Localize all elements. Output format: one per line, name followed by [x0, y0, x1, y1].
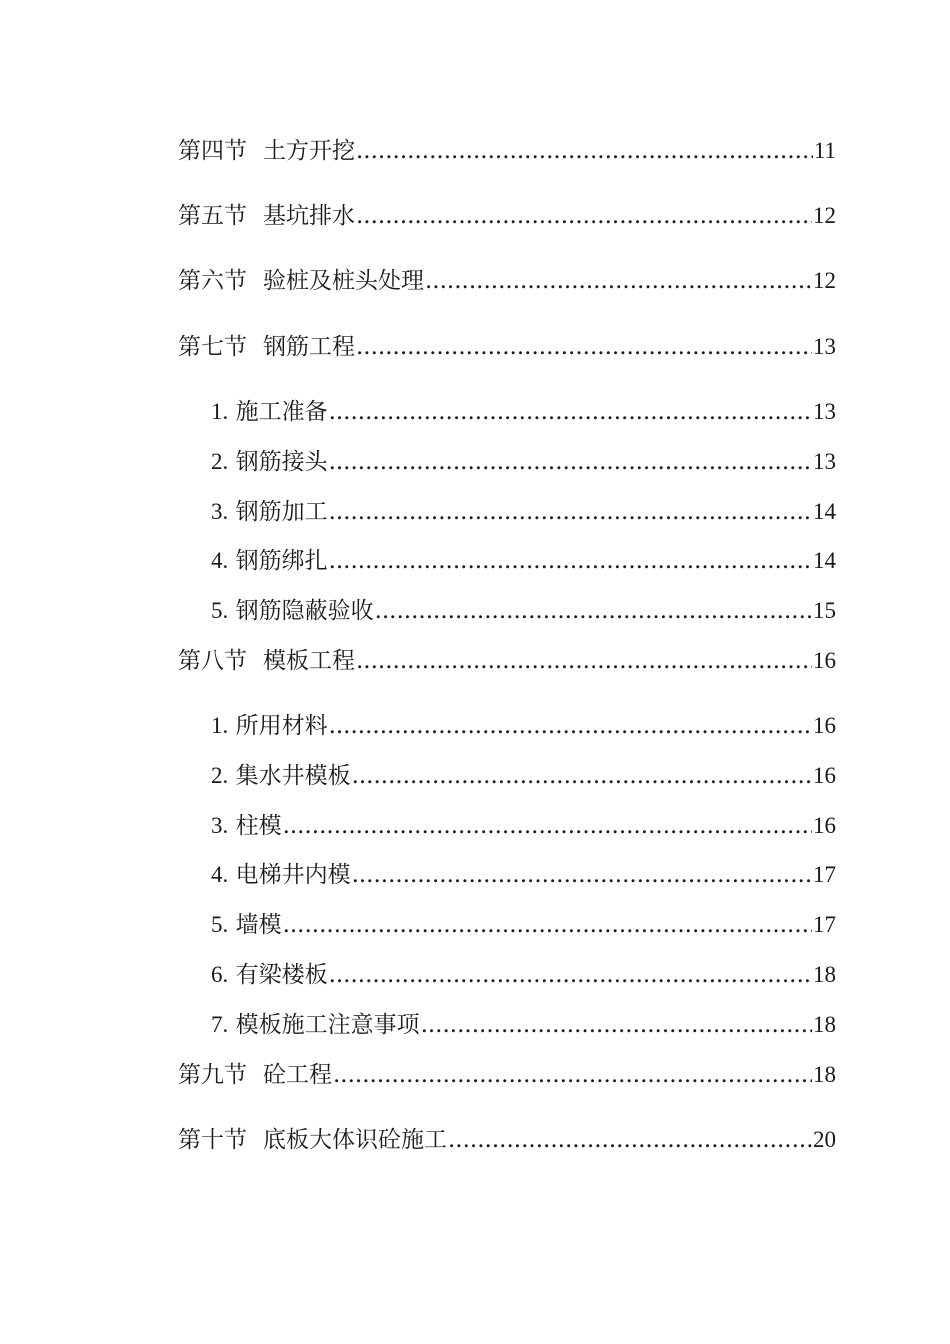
toc-page-number: 11	[813, 138, 836, 163]
toc-page-number: 16	[813, 763, 836, 788]
toc-dot-leader	[356, 646, 812, 676]
toc-page-number: 16	[813, 813, 836, 838]
toc-dot-leader	[375, 596, 812, 626]
toc-subentry[interactable]	[211, 860, 836, 890]
toc-page-number: 18	[813, 962, 836, 987]
toc-dot-leader	[356, 201, 812, 231]
toc-page-number: 18	[813, 1012, 836, 1037]
toc-page-number: 16	[813, 648, 836, 673]
toc-entry-label: 6. 有梁楼板	[211, 962, 328, 988]
toc-subentry[interactable]	[211, 397, 836, 427]
toc-entry-label: 第十节 底板大体识砼施工	[178, 1127, 447, 1153]
toc-page-number: 13	[813, 449, 836, 474]
toc-entry-label: 2. 集水井模板	[211, 763, 351, 789]
toc-dot-leader	[329, 397, 812, 427]
toc-dot-leader	[352, 860, 812, 890]
toc-entry-label: 5. 墙模	[211, 912, 282, 938]
toc-entry-label: 第四节 土方开挖	[178, 138, 355, 164]
toc-dot-leader	[421, 1010, 812, 1040]
toc-dot-leader	[329, 497, 812, 527]
toc-subentry[interactable]	[211, 546, 836, 576]
toc-dot-leader	[329, 960, 812, 990]
toc-dot-leader	[356, 332, 812, 362]
toc-entry-label: 3. 钢筋加工	[211, 499, 328, 525]
toc-entry[interactable]	[178, 332, 836, 362]
toc-page-number: 15	[813, 598, 836, 623]
toc-page-number: 12	[813, 268, 836, 293]
toc-page-number: 12	[813, 203, 836, 228]
toc-dot-leader	[333, 1060, 812, 1090]
toc-dot-leader	[448, 1125, 812, 1155]
toc-page-number: 14	[813, 499, 836, 524]
toc-dot-leader	[425, 266, 812, 296]
toc-subentry[interactable]	[211, 497, 836, 527]
toc-subentry[interactable]	[211, 1010, 836, 1040]
toc-page-number: 17	[813, 912, 836, 937]
toc-page-number: 20	[813, 1127, 836, 1152]
toc-page-number: 17	[813, 862, 836, 887]
toc-entry-label: 第六节 验桩及桩头处理	[178, 268, 424, 294]
toc-dot-leader	[283, 811, 812, 841]
toc-dot-leader	[356, 136, 813, 166]
toc-page-number: 18	[813, 1062, 836, 1087]
toc-dot-leader	[283, 910, 812, 940]
toc-entry-label: 第九节 砼工程	[178, 1062, 332, 1088]
toc-subentry[interactable]	[211, 711, 836, 741]
toc-entry-label: 7. 模板施工注意事项	[211, 1012, 420, 1038]
toc-entry-label: 3. 柱模	[211, 813, 282, 839]
toc-entry-label: 第八节 模板工程	[178, 648, 355, 674]
toc-entry-label: 5. 钢筋隐蔽验收	[211, 598, 374, 624]
toc-subentry[interactable]	[211, 447, 836, 477]
toc-entry-label: 1. 施工准备	[211, 399, 328, 425]
toc-entry-label: 4. 电梯井内模	[211, 862, 351, 888]
toc-subentry[interactable]	[211, 910, 836, 940]
toc-dot-leader	[329, 447, 812, 477]
toc-page-number: 14	[813, 548, 836, 573]
toc-entry[interactable]	[178, 266, 836, 296]
toc-subentry[interactable]	[211, 960, 836, 990]
toc-entry[interactable]	[178, 136, 836, 166]
toc-dot-leader	[329, 546, 812, 576]
toc-page-number: 13	[813, 399, 836, 424]
toc-entry[interactable]	[178, 646, 836, 676]
toc-page-number: 16	[813, 713, 836, 738]
toc-subentry[interactable]	[211, 811, 836, 841]
toc-entry[interactable]	[178, 1125, 836, 1155]
toc-entry[interactable]	[178, 1060, 836, 1090]
toc-subentry[interactable]	[211, 761, 836, 791]
toc-page-number: 13	[813, 334, 836, 359]
toc-entry-label: 第七节 钢筋工程	[178, 334, 355, 360]
toc-entry-label: 1. 所用材料	[211, 713, 328, 739]
toc-entry-label: 2. 钢筋接头	[211, 449, 328, 475]
toc-entry[interactable]	[178, 201, 836, 231]
toc-dot-leader	[329, 711, 812, 741]
toc-entry-label: 第五节 基坑排水	[178, 203, 355, 229]
toc-subentry[interactable]	[211, 596, 836, 626]
toc-entry-label: 4. 钢筋绑扎	[211, 548, 328, 574]
toc-dot-leader	[352, 761, 812, 791]
